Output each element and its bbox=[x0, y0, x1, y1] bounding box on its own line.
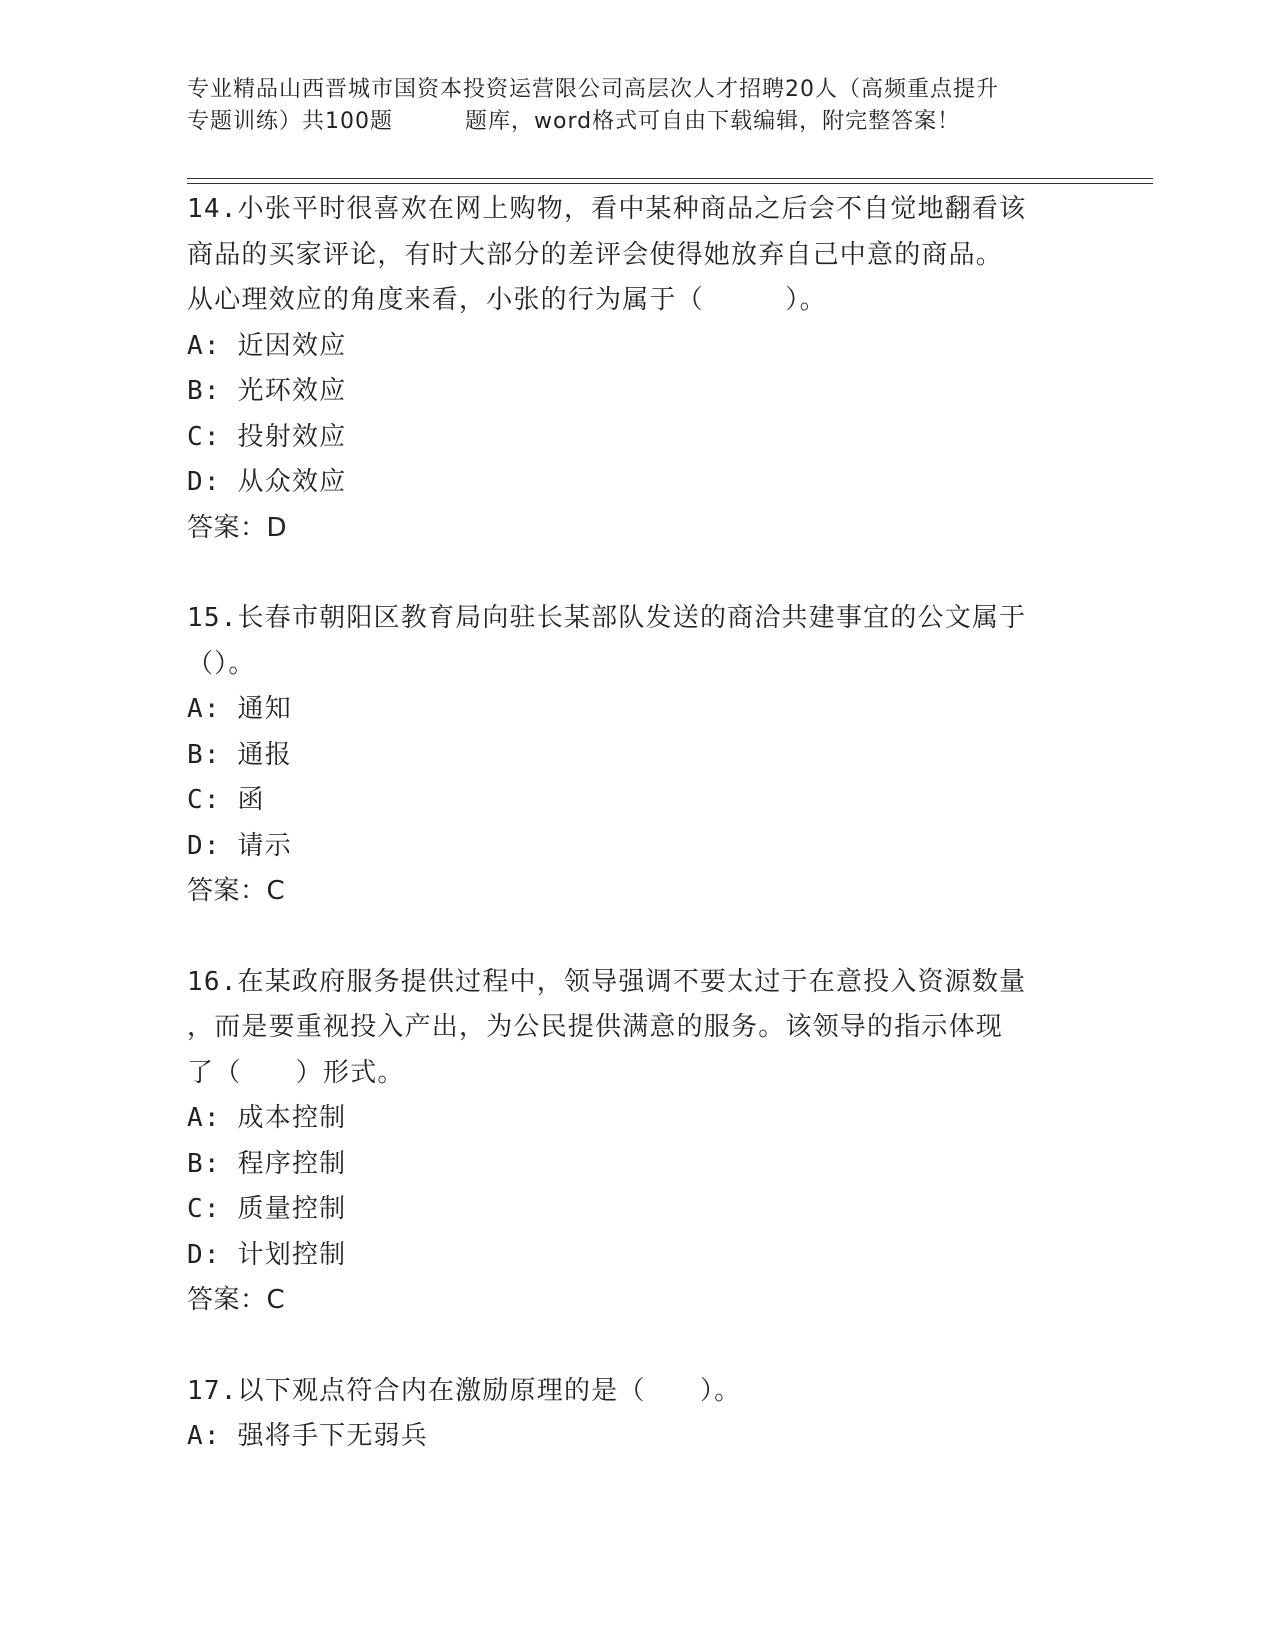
question-14 bbox=[187, 187, 1087, 551]
option-a: A: 通知 bbox=[187, 694, 292, 724]
header-line-2 bbox=[187, 106, 1067, 138]
option-a: A: 强将手下无弱兵 bbox=[187, 1421, 428, 1451]
question-stem-line: （）。 bbox=[187, 648, 256, 679]
option-b: B: 光环效应 bbox=[187, 376, 347, 406]
answer-line: 答案：D bbox=[187, 512, 288, 543]
header-line-2-part-2: 题库，word格式可自由下载编辑，附完整答案！ bbox=[465, 109, 961, 134]
question-stem-line: 了（ ）形式。 bbox=[187, 1057, 405, 1088]
question-stem-line: 17.以下观点符合内在激励原理的是（ ）。 bbox=[187, 1375, 742, 1406]
option-a: A: 成本控制 bbox=[187, 1103, 347, 1133]
option-b: B: 程序控制 bbox=[187, 1148, 347, 1179]
question-15 bbox=[187, 596, 1087, 915]
header-line-1: 专业精品山西晋城市国资本投资运营限公司高层次人才招聘20人（高频重点提升 bbox=[187, 77, 999, 102]
option-d: D: 请示 bbox=[187, 830, 292, 861]
header-divider-bottom bbox=[187, 183, 1153, 184]
header-divider-top bbox=[187, 178, 1153, 179]
option-d: D: 从众效应 bbox=[187, 467, 347, 497]
question-stem-line: 15.长春市朝阳区教育局向驻长某部队发送的商洽共建事宜的公文属于 bbox=[187, 603, 1027, 633]
question-list bbox=[187, 187, 1087, 1460]
option-b: B: 通报 bbox=[187, 739, 292, 770]
question-17 bbox=[187, 1369, 1087, 1460]
option-d: D: 计划控制 bbox=[187, 1239, 347, 1270]
answer-line: 答案：C bbox=[187, 876, 286, 906]
document-header bbox=[187, 74, 1067, 138]
answer-line: 答案：C bbox=[187, 1285, 286, 1315]
header-line-2-part-1: 专题训练）共100题 bbox=[187, 109, 393, 134]
option-a: A: 近因效应 bbox=[187, 330, 347, 361]
question-stem-line: 商品的买家评论，有时大部分的差评会使得她放弃自己中意的商品。 bbox=[187, 239, 1004, 270]
question-stem-line: ，而是要重视投入产出，为公民提供满意的服务。该领导的指示体现 bbox=[187, 1012, 1004, 1042]
option-c: C: 投射效应 bbox=[187, 421, 347, 452]
question-16 bbox=[187, 960, 1087, 1324]
question-stem-line: 14.小张平时很喜欢在网上购物，看中某种商品之后会不自觉地翻看该 bbox=[187, 194, 1027, 224]
option-c: C: 函 bbox=[187, 785, 265, 815]
question-stem-line: 16.在某政府服务提供过程中，领导强调不要太过于在意投入资源数量 bbox=[187, 966, 1027, 997]
question-stem-line: 从心理效应的角度来看，小张的行为属于（ ）。 bbox=[187, 285, 827, 315]
option-c: C: 质量控制 bbox=[187, 1194, 347, 1224]
